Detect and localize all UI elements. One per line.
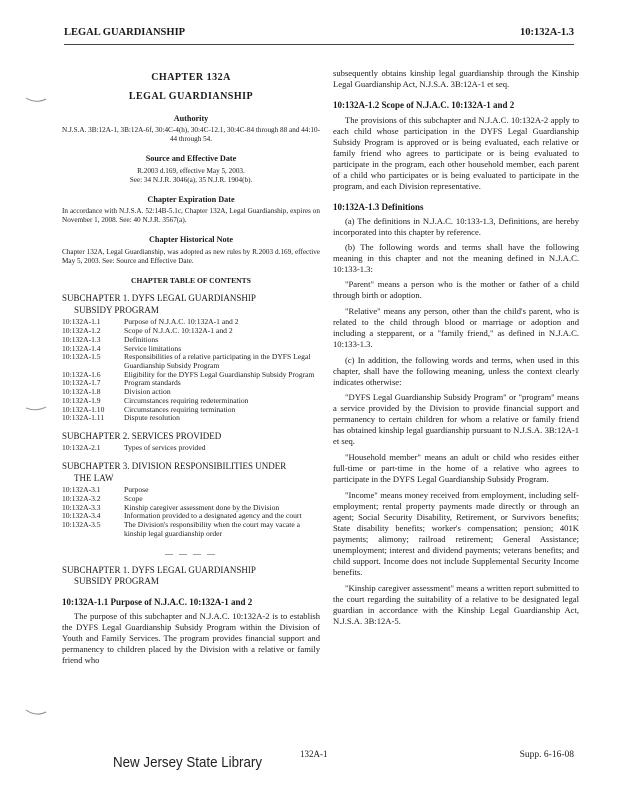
toc-row[interactable]: 10:132A-3.5 The Division's responsibility when the court may vacate a kinship legal guardianship order bbox=[62, 520, 300, 538]
section-1-3-c: (c) In addition, the following words and terms, when used in this chapter, shall have the following meaning, unless the context clearly indicates otherwise: bbox=[333, 355, 579, 388]
toc-subchapter-2 bbox=[62, 431, 320, 443]
toc-heading: CHAPTER TABLE OF CONTENTS bbox=[131, 275, 251, 285]
header-rule bbox=[64, 44, 574, 45]
toc-subchapter-3-line1: SUBCHAPTER 3. DIVISION RESPONSIBILITIES UNDER bbox=[62, 461, 287, 472]
toc-subchapter-2-line1: SUBCHAPTER 2. SERVICES PROVIDED bbox=[62, 430, 222, 441]
toc-table-2 bbox=[62, 444, 320, 453]
chapter-number: CHAPTER 132A bbox=[151, 72, 231, 83]
definition-dyfs-program: "DYFS Legal Guardianship Subsidy Program" or "program" means a service provided by the Division to provide financial support and permanency to certain children for whom a relative or family friend has obtained kinship legal guardianship pursuant to N.J.S.A. 3B:12A-1 et seq. bbox=[333, 392, 579, 447]
margin-mark-icon bbox=[24, 95, 48, 105]
toc-subchapter-1 bbox=[62, 293, 320, 316]
section-1-1-text: The purpose of this subchapter and N.J.A.C. 10:132A-2 is to establish the DYFS Legal Guardianship Subsidy Program within the Division of Youth and Family Services. The program provides financial support and permanency to children placed by the Division with a relative or family friend who bbox=[62, 611, 320, 666]
toc-row[interactable]: 10:132A-1.8 Division action bbox=[62, 387, 171, 397]
section-1-3-a: (a) The definitions in N.J.A.C. 10:133-1.3, Definitions, are hereby incorporated into this chapter by reference. bbox=[333, 216, 579, 238]
header-section-number: 10:132A-1.3 bbox=[520, 27, 574, 38]
left-column bbox=[62, 62, 320, 670]
section-1-3-heading: 10:132A-1.3 Definitions bbox=[333, 201, 424, 212]
chapter-title: LEGAL GUARDIANSHIP bbox=[128, 90, 254, 102]
toc-subchapter-1-line1: SUBCHAPTER 1. DYFS LEGAL GUARDIANSHIP bbox=[62, 293, 256, 304]
source-heading: Source and Effective Date bbox=[145, 154, 237, 164]
subchapter-1-heading-line2: SUBSIDY PROGRAM bbox=[74, 576, 159, 587]
authority-text: N.J.S.A. 3B:12A-1, 3B:12A-6f, 30:4C-4(h), 30:4C-12.1, 30:4C-84 through 88 and 44:10-44 through 54. bbox=[62, 126, 320, 144]
toc-row[interactable]: 10:132A-1.5 Responsibilities of a relative participating in the DYFS Legal Guardianship Subsidy Program bbox=[62, 352, 311, 370]
toc-row[interactable]: 10:132A-3.1 Purpose bbox=[62, 485, 149, 495]
subchapter-1-heading-line1: SUBCHAPTER 1. DYFS LEGAL GUARDIANSHIP bbox=[62, 564, 256, 575]
toc-subchapter-3-line2: THE LAW bbox=[74, 472, 114, 483]
expiration-text: In accordance with N.J.S.A. 52:14B-5.1c, Chapter 132A, Legal Guardianship, expires on November 1, 2008. See: 40 N.J.R. 3567(a). bbox=[62, 207, 320, 225]
toc-row[interactable]: 10:132A-1.10 Circumstances requiring termination bbox=[62, 404, 236, 414]
toc-subchapter-3 bbox=[62, 461, 320, 484]
toc-subchapter-1-line2: SUBSIDY PROGRAM bbox=[74, 304, 159, 315]
margin-mark-icon bbox=[24, 708, 48, 718]
history-heading: Chapter Historical Note bbox=[149, 235, 233, 245]
section-1-3-b: (b) The following words and terms shall have the following meaning in this chapter and not the meaning defined in N.J.A.C. 10:133-1.3: bbox=[333, 242, 579, 275]
subchapter-1-heading bbox=[62, 565, 320, 588]
toc-row[interactable]: 10:132A-1.2 Scope of N.J.A.C. 10:132A-1 and 2 bbox=[62, 326, 233, 336]
toc-row[interactable]: 10:132A-2.1 Types of services provided bbox=[62, 443, 206, 453]
definition-household-member: "Household member" means an adult or child who resides either full-time or part-time in the home of a relative who agrees to participate in the DYFS Legal Guardianship Subsidy Program. bbox=[333, 452, 579, 485]
definition-income: "Income" means money received from employment, including self-employment; rental property payments made directly or through an agent; Social Security Disability, Retirement, or Survivors benefits; State disability benefits; worker's compensation; pension; 401K payments; alimony; railroad retirement; General Assistance; unemployment; interest and dividend payments; veterans benefits; and child support. Income does not include Supplemental Security Income benefits. bbox=[333, 490, 579, 578]
toc-row[interactable]: 10:132A-1.11 Dispute resolution bbox=[62, 413, 180, 423]
toc-row[interactable]: 10:132A-1.4 Service limitations bbox=[62, 343, 182, 353]
toc-row[interactable]: 10:132A-3.3 Kinship caregiver assessment done by the Division bbox=[62, 502, 280, 512]
history-text: Chapter 132A, Legal Guardianship, was adopted as new rules by R.2003 d.169, effective May 5, 2003. See: Source and Effective Date. bbox=[62, 247, 320, 265]
toc-row[interactable]: 10:132A-1.7 Program standards bbox=[62, 378, 181, 388]
definition-relative: "Relative" means any person, other than the child's parent, who is related to the child through blood or marriage or adoption and including a stepparent, or a "family friend," as defined in N.J.A.C. 10:133-1.3. bbox=[333, 306, 579, 350]
source-text-1: R.2003 d.169, effective May 5, 2003. bbox=[137, 166, 245, 175]
toc-row[interactable]: 10:132A-3.2 Scope bbox=[62, 493, 143, 503]
supplement-date: Supp. 6-16-08 bbox=[519, 750, 574, 760]
toc-table-3 bbox=[62, 486, 320, 538]
section-1-1-heading: 10:132A-1.1 Purpose of N.J.A.C. 10:132A-1 and 2 bbox=[62, 596, 253, 607]
definition-kinship-assessment: "Kinship caregiver assessment" means a written report submitted to the court regarding the suitability of a relative to be designated legal guardian in accordance with the Kinship Legal Guardianship Act, N.J.S.A. 3B:12A-5. bbox=[333, 583, 579, 627]
definition-parent: "Parent" means a person who is the mother or father of a child through birth or adoption. bbox=[333, 279, 579, 301]
authority-heading: Authority bbox=[173, 113, 209, 123]
right-column bbox=[333, 62, 579, 632]
library-stamp: New Jersey State Library bbox=[113, 755, 263, 771]
expiration-heading: Chapter Expiration Date bbox=[147, 194, 235, 204]
toc-row[interactable]: 10:132A-1.3 Definitions bbox=[62, 334, 159, 344]
toc-table-1 bbox=[62, 318, 320, 423]
toc-row[interactable]: 10:132A-1.9 Circumstances requiring redetermination bbox=[62, 395, 249, 405]
toc-row[interactable]: 10:132A-1.6 Eligibility for the DYFS Legal Guardianship Subsidy Program bbox=[62, 369, 315, 379]
section-1-2-text: The provisions of this subchapter and N.J.A.C. 10:132A-2 apply to each child whose participation in the DYFS Legal Guardianship Subsidy Program is approved or is being evaluated, each relative or family friend who agrees to participate or is being evaluated to participate in the program, each other household member, each parent of a child who participates or is being evaluated to participate in the program, and each Division representative. bbox=[333, 114, 579, 191]
source-text-2: See: 34 N.J.R. 3046(a), 35 N.J.R. 1904(b). bbox=[129, 175, 253, 184]
header-title: LEGAL GUARDIANSHIP bbox=[64, 27, 186, 38]
toc-row[interactable]: 10:132A-1.1 Purpose of N.J.A.C. 10:132A-1 and 2 bbox=[62, 317, 239, 327]
section-separator: — — — — bbox=[165, 548, 217, 558]
section-1-2-heading: 10:132A-1.2 Scope of N.J.A.C. 10:132A-1 and 2 bbox=[333, 100, 515, 110]
continued-text: subsequently obtains kinship legal guardianship through the Kinship Legal Guardianship Act, N.J.S.A. 3B:12A-1 et seq. bbox=[333, 68, 579, 89]
margin-mark-icon bbox=[24, 404, 48, 414]
page-number: 132A-1 bbox=[300, 749, 328, 759]
toc-row[interactable]: 10:132A-3.4 Information provided to a designated agency and the court bbox=[62, 511, 302, 521]
